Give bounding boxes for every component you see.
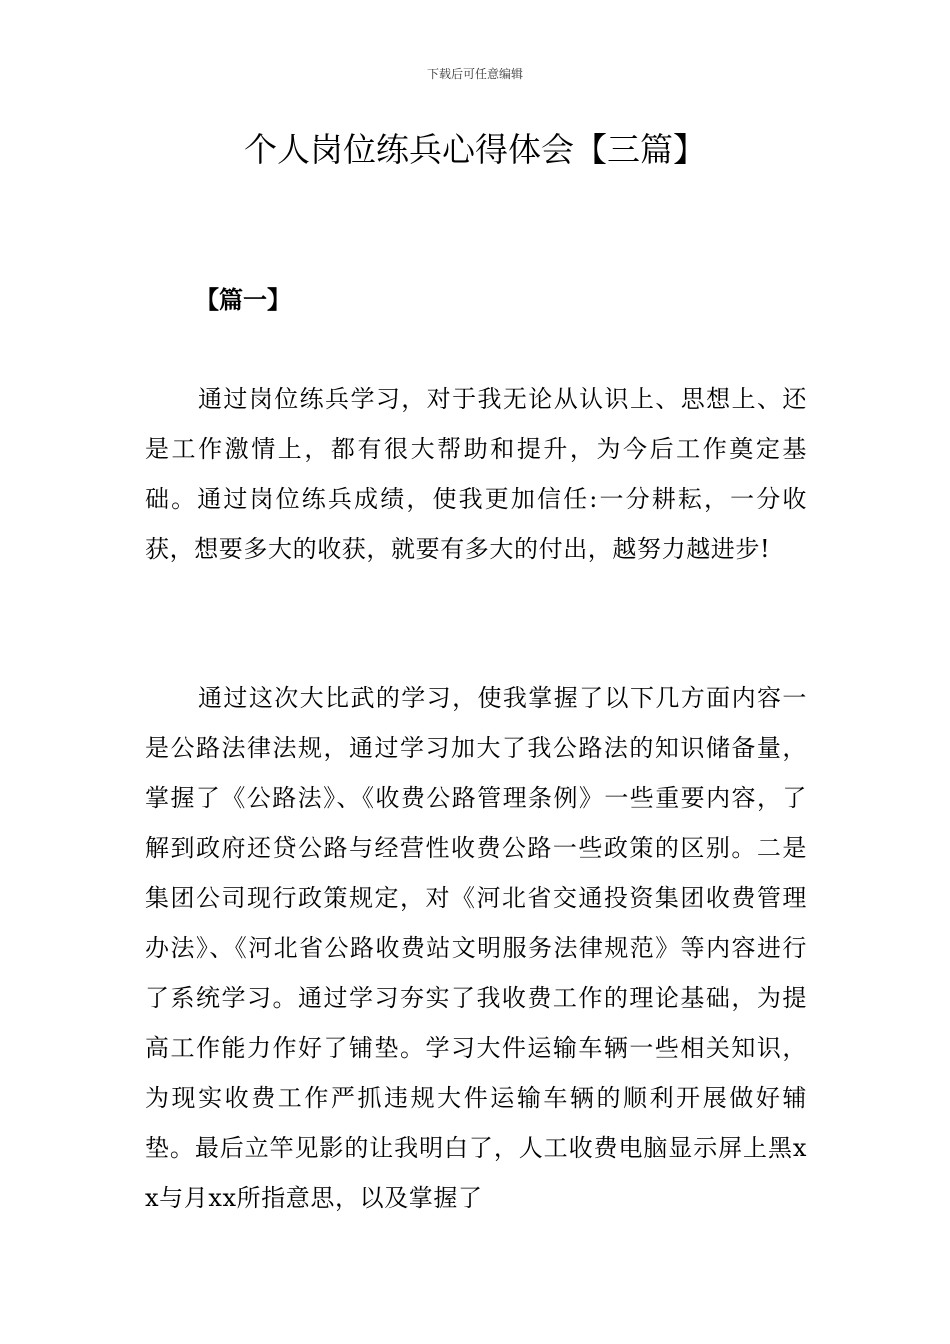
paragraph: 通过这次大比武的学习，使我掌握了以下几方面内容一是公路法律法规，通过学习加大了我公路法的知识储备量，掌握了《公路法》、《收费公路管理条例》一些重要内容，了解到政府还贷公路与经营性收费公路一些政策的区别。二是集团公司现行政策规定，对《河北省交通投资集团收费管理办法》、《河北省公路收费站文明服务法律规范》等内容进行了系统学习。通过学习夯实了我收费工作的理论基础，为提高工作能力作好了铺垫。学习大件运输车辆一些相关知识，为现实收费工作严抓违规大件运输车辆的顺利开展做好辅垫。最后立竿见影的让我明白了，人工收费电脑显示屏上黑xx与月xx所指意思，以及掌握了	[145, 684, 807, 1212]
paragraph: 通过岗位练兵学习，对于我无论从认识上、思想上、还是工作激情上，都有很大帮助和提升，为今后工作奠定基础。通过岗位练兵成绩，使我更加信任:一分耕耘，一分收获，想要多大的收获，就要有多大的付出，越努力越进步!	[145, 385, 807, 563]
document-title: 个人岗位练兵心得体会【三篇】	[244, 130, 706, 169]
header-note: 下载后可任意编辑	[426, 67, 523, 81]
section-heading: 【篇一】	[195, 285, 291, 314]
